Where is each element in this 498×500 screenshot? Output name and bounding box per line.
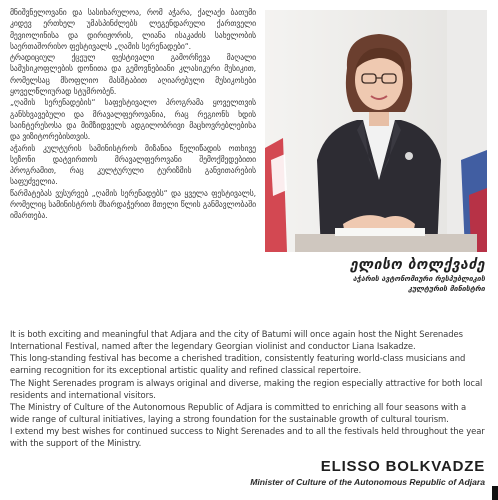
portrait-illustration (265, 10, 487, 252)
georgian-signer-name: ელისო ბოლქვაძე (349, 257, 485, 273)
minister-portrait-photo (265, 10, 487, 252)
georgian-message: მნიშვნელოვანი და სასიხარულოა, რომ აჭარა, ქალაქი ბათუმი კიდევ ერთხელ უმასპინძლებს ლეგენდარული ქართველი მევიოლინისა და დირიჟორის, ლიანა ისაკაძის სახელობის საერთაშორისო ფესტივალს „ღამის სერენადები“. ტრადიციულ ქცეულ ფესტივალი გამორჩევა მაღალი სამუსიკოფლების დონითა და გემოვნებიანი კლასიკური მუსიკით, რომელსაც მსოფლიო მასშტაბით აღიარებული მუსიკოსები ყოველწლიურად სტუმრობენ. „ღამის სერენადების“ საფესტივალო პროგრამა ყოველთვის განსხვავებული და მრავალფეროვანია, რაც რეგიონს ხდის საინტერესოსა და მიმზიდველს ადგილობრივი მაცხოვრებლებისა და ვიზიტორებისთვის. აჭარის კულტურის სამინისტროს მიზანია წელიწადის ოთხივე სეზონი დატვირთოს მრავალფეროვანი შემოქმედებითი პროგრამით, რაც კულტურული ტურიზმის განვითარების საფუძველია. წარმატებას ვუსურვებ „ღამის სერენადებს“ და ყველა ფესტივალს, რომელიც სამინისტროს მხარდაჭერით მთელი წლის განმავლობაში იმართება. (10, 8, 256, 221)
page-edge-marker (492, 486, 498, 500)
english-message: It is both exciting and meaningful that Adjara and the city of Batumi will once again host the Night Serenades International Festival, named after the legendary Georgian violinist and conductor Liana Isakadze. This long-standing festival has become a cherished tradition, consistently featuring world-class musicians and earning recognition for its exceptional artistic quality and refined classical repertoire. The Night Serenades program is always original and diverse, making the region especially attractive for both local residents and international visitors. The Ministry of Culture of the Autonomous Republic of Adjara is committed to enriching all four seasons with a wide range of cultural initiatives, laying a strong foundation for the sustainable growth of cultural tourism. I extend my best wishes for continued success to Night Serenades and to all the festivals held throughout the year with the support of the Ministry. (10, 329, 485, 449)
georgian-signer-role: აჭარის ავტონომიური რესპუბლიკის კულტურის მინისტრი (352, 274, 485, 293)
georgian-signature-block (350, 257, 485, 294)
english-signer-name: ELISSO BOLKVADZE (320, 458, 485, 475)
english-signature-block (250, 458, 485, 488)
english-signer-role: Minister of Culture of the Autonomous Republic of Adjara (250, 477, 485, 487)
